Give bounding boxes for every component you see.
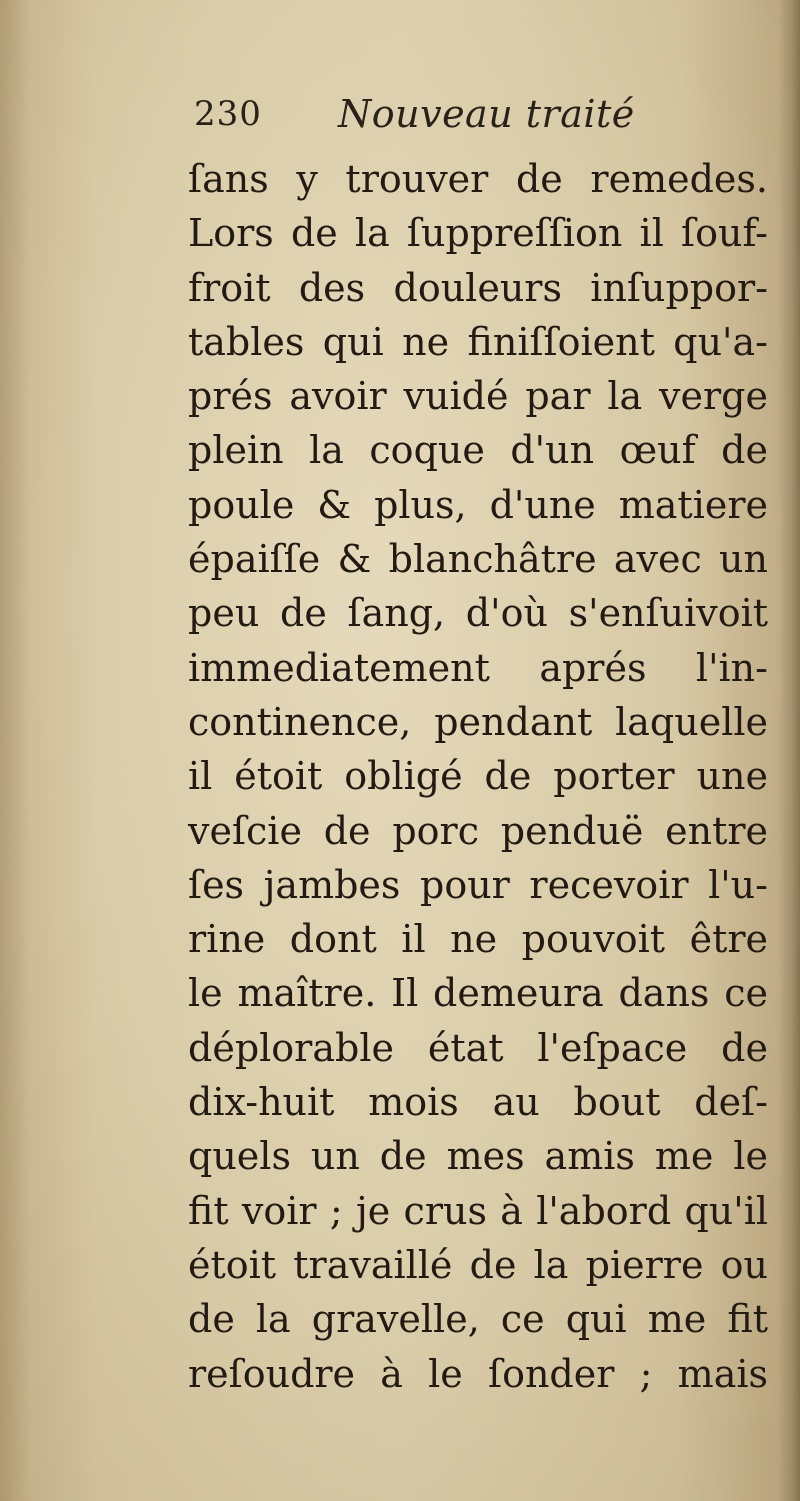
text-line: poule & plus, d'une matiere <box>188 482 768 527</box>
text-line: ſes jambes pour recevoir l'u- <box>188 862 768 907</box>
text-line: veſcie de porc penduë entre <box>188 808 768 853</box>
body-text <box>188 152 768 1401</box>
text-line: ſans y trouver de remedes. <box>188 157 768 201</box>
text-line: épaiſſe & blanchâtre avec un <box>188 537 768 582</box>
text-line: il étoit obligé de porter une <box>188 754 768 799</box>
text-line: reſoudre à le ſonder ; mais <box>188 1351 768 1396</box>
text-line: déplorable état l'eſpace de <box>188 1025 768 1070</box>
page-edge-shadow <box>778 0 800 1501</box>
page-header <box>188 92 668 152</box>
text-line: prés avoir vuidé par la verge <box>188 374 768 419</box>
text-line: de la gravelle, ce qui me fit <box>188 1297 768 1342</box>
text-line: plein la coque d'un œuf de <box>188 428 768 473</box>
page-gutter-shadow <box>0 0 30 1501</box>
running-head: Nouveau traité <box>338 92 635 136</box>
text-line: fit voir ; je crus à l'abord qu'il <box>188 1188 768 1233</box>
text-line: tables qui ne finiſſoient qu'a- <box>188 319 768 364</box>
text-line: étoit travaillé de la pierre ou <box>188 1242 768 1287</box>
page-number: 230 <box>194 94 262 134</box>
text-line: continence, pendant laquelle <box>188 699 768 744</box>
text-line: rine dont il ne pouvoit être <box>188 917 768 962</box>
text-line: quels un de mes amis me le <box>188 1134 768 1179</box>
text-line: Lors de la ſuppreſſion il ſouf- <box>188 211 768 256</box>
text-line: froit des douleurs inſuppor- <box>188 265 768 310</box>
text-line: le maître. Il demeura dans ce <box>188 971 768 1016</box>
text-line: immediatement aprés l'in- <box>188 645 768 690</box>
text-line: peu de ſang, d'où s'enſuivoit <box>188 591 768 636</box>
text-line: dix-huit mois au bout deſ- <box>188 1080 768 1125</box>
